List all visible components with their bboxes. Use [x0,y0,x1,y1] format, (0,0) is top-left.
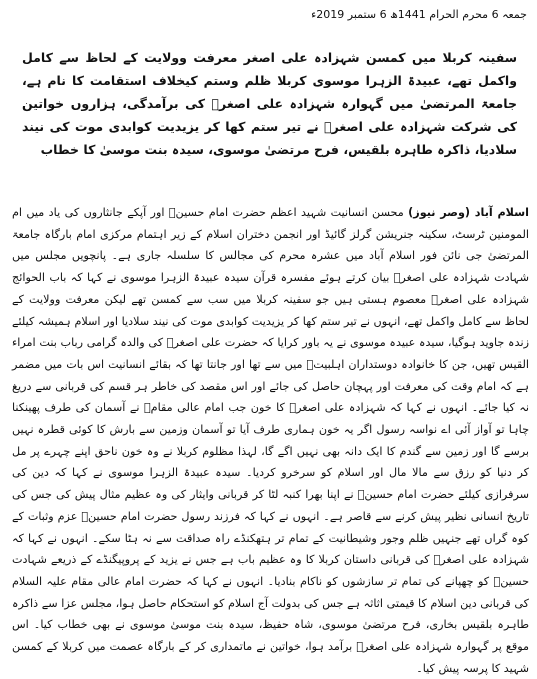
issue-date: جمعہ 6 محرم الحرام 1441ھ 6 ستمبر 2019ء [311,8,527,21]
article-headline: سفینہ کربلا میں کمسن شہزادہ علی اصغر معرفت وولایت کے لحاظ سے کامل واکمل تھے، عبیدۃ الزہرا موسوی کربلا ظلم وستم کیخلاف استقامت کا نام ہے، جامعۃ المرتضیٰ میں گہوارہ شہزادہ علی اصغرؑ کی برآمدگی، ہزاروں خواتین کی شرکت شہزادہ علی اصغرؑ نے تیر ستم کھا کر یزیدیت کوابدی موت کی نیند سلادیا، ذاکرہ طاہرہ بلقیس، فرح مرتضیٰ موسوی، سیدہ بنت موسیٰ کا خطاب [22,50,517,157]
article-dateline: اسلام آباد (وصر نیوز) [408,206,529,219]
article-body [12,202,529,679]
article-text: محسن انسانیت شہید اعظم حضرت امام حسینؑ اور آپکے جانثاروں کی یاد میں ام المومنین ٹرسٹ، سکینہ جنریشن گرلز گائیڈ اور انجمن دختران اسلام کے زیر اہتمام مرکزی امام بارگاہ جامعۃ المرتضیٰ جی نائن فور اسلام آباد میں عشرہ محرم کی مجالس کا سلسلہ جاری ہے۔ پانچویں مجلس میں شہادت شہزادہ علی اصغرؑ بیان کرتے ہوئے مفسرہ قرآن سیدہ عبیدۃ الزہرا موسوی نے کہا کہ باب الحوائج شہزادہ علی اصغرؑ معصوم ہستی ہیں جو سفینہ کربلا میں سب سے کمسن تھے لیکن معرفت وولایت کے لحاظ سے کامل واکمل تھے، انہوں نے تیر ستم کھا کر یزیدیت کوابدی موت کی نیند سلادیا اور اسلام ہمیشہ کیلئے زندہ جاوید ہوگیا، سیدہ عبیدہ موسوی نے یہ باور کرایا کہ حضرت علی اصغرؑ کی والدہ گرامی رباب بنت امراء القیس تھیں، جن کا خانوادہ دوستداران اہلبیتؑ میں سے تھا اور جانتا تھا کہ بقائے انسانیت اس بات میں مضمر ہے کہ امام وقت کی معرفت اور پہچان حاصل کی جائے اور اس مقصد کی خاطر ہر قسم کی قربانی سے دریغ نہ کیا جائے۔ انہوں نے کہا کہ شہزادہ علی اصغرؑ کا خون جب امام عالی مقامؑ نے آسمان کی طرف پھینکنا چاہا تو آواز آئی اے نواسہ رسول اگر یہ خون ہماری طرف آیا تو آسمان وزمین سے بارش کا کوئی قطرہ نہیں برسے گا اور زمین سے گندم کا ایک دانہ بھی نہیں اگے گا، لہذا مظلوم کربلا نے وہ خون ناحق اپنے چہرے پر مل کر دنیا کو رزق سے مالا مال اور اسلام کو سرخرو کردیا۔ سیدہ عبیدۃ الزہرا موسوی نے کہا کہ دین کی سرفرازی کیلئے حضرت امام حسینؑ نے اپنا بھرا کنبہ لٹا کر قربانی وایثار کی وہ عظیم مثال پیش کی جس کی تاریخ انسانی نظیر پیش کرنے سے قاصر ہے۔ انہوں نے کہا کہ فرزند رسول حضرت امام حسینؑ عزم وثبات کے کوہ گراں تھے جنہیں ظلم وجور وشیطانیت کے تمام تر ہتھکنڈے راہ صداقت سے نہ ہٹا سکے۔ انہوں نے کہا کہ شہزادہ علی اصغرؑ کی قربانی داستان کربلا کا وہ عظیم باب ہے جس نے یزید کے پروپیگنڈے کے ذریعے شہادت حسینؑ کو چھپانے کی تمام تر سازشوں کو ناکام بنادیا۔ انہوں نے کہا کہ حضرت امام عالی مقام علیہ السلام کی قربانی دین اسلام کا قیمتی اثاثہ ہے جس کی بدولت آج اسلام کو استحکام حاصل ہوا، مجلس عزا سے ذاکرہ طاہرہ بلقیس بخاری، فرح مرتضیٰ موسوی، شاہ حفیظ، سیدہ بنت موسیٰ موسوی نے بھی خطاب کیا۔ اس موقع پر گہوارہ شہزادہ علی اصغرؑ برآمد ہوا، خواتین نے ماتمداری کر کے بارگاہ عصمت میں کربلا کے کمسن شہید کا پرسہ پیش کیا۔ [12,206,529,675]
